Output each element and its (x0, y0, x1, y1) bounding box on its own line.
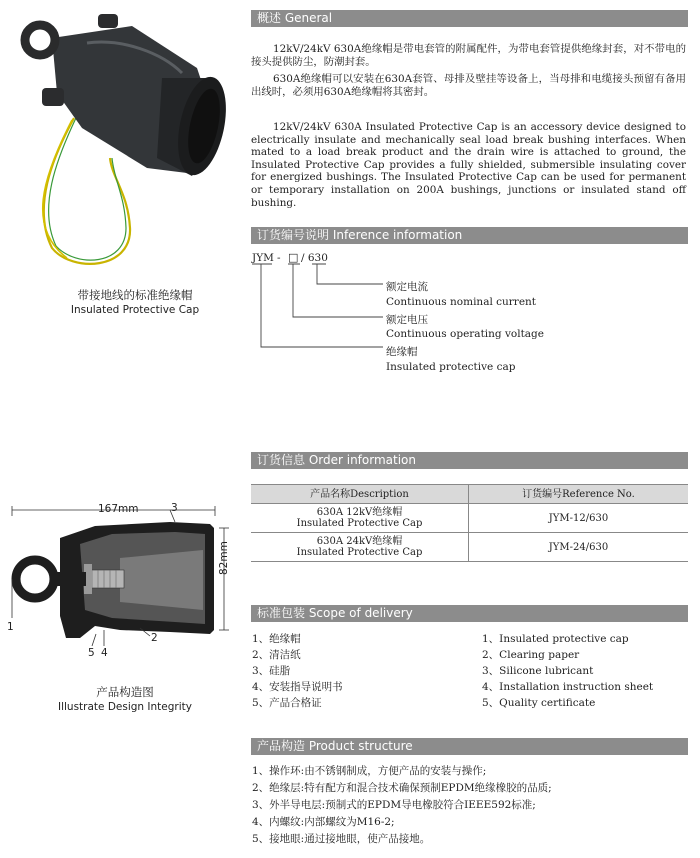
general-en-paragraph: 12kV/24kV 630A Insulated Protective Cap is an accessory device designed to electrically insulate and mechanically seal load break bushing interfaces. When mated to a load break product and the drain wire is attached to ground, the Insulated Protective Cap provides a fully shielded, submersible insulating cover for energized bushings. The Insulated Protective Cap can be used for permanent or temporary installation on 200A bushings, junctions or insulated stand off bushing. (251, 121, 686, 209)
code-bracket-lines (250, 262, 390, 352)
row-reference: JYM-12/630 (469, 504, 689, 533)
delivery-item-en: 1、Insulated protective cap (482, 633, 629, 645)
column-header-description: 产品名称Description (251, 485, 469, 504)
product-caption-cn: 带接地线的标准绝缘帽 (77, 288, 193, 302)
diagram-label-4: 4 (101, 647, 108, 659)
dimension-height-label: 82mm (218, 541, 230, 575)
table-row (251, 504, 688, 533)
inference-item-cn: 额定电压 (386, 314, 428, 326)
delivery-item-en: 4、Installation instruction sheet (482, 681, 654, 693)
delivery-item-cn: 2、清洁纸 (252, 649, 301, 661)
row-description (251, 533, 469, 562)
order-table-header-row (251, 485, 688, 504)
general-cn-paragraph-2: 630A绝缘帽可以安装在630A套管、母排及壁挂等设备上，当母排和电缆接头预留有备用出线时，必须用630A绝缘帽将其密封。 (251, 73, 686, 98)
inference-item-cn: 绝缘帽 (386, 346, 418, 358)
structure-item: 4、内螺纹:内部螺纹为M16-2; (252, 816, 395, 828)
general-cn-paragraph-1: 12kV/24kV 630A绝缘帽是带电套管的附属配件，为带电套管提供绝缘封套，对不带电的接头提供防尘，防潮封套。 (251, 43, 686, 68)
delivery-item-cn: 3、硅脂 (252, 665, 291, 677)
code-prefix: JYM (252, 252, 274, 264)
column-header-reference: 订货编号Reference No. (469, 485, 689, 504)
code-voltage-box: □ (288, 251, 299, 264)
order-table (251, 484, 688, 562)
table-row (251, 533, 688, 562)
section-header-inference: 订货编号说明 Inference information (251, 227, 688, 244)
product-photo (12, 8, 242, 276)
diagram-label-5: 5 (88, 647, 95, 659)
diagram-caption-en: Illustrate Design Integrity (58, 701, 192, 713)
delivery-item-en: 5、Quality certificate (482, 697, 596, 709)
inference-item-en: Continuous nominal current (386, 296, 537, 308)
structure-item: 3、外半导电层:预制式的EPDM导电橡胶符合IEEE592标准; (252, 799, 536, 811)
row-description-cn: 630A 12kV绝缘帽 (316, 507, 403, 518)
delivery-item-cn: 4、安装指导说明书 (252, 681, 343, 693)
diagram-caption-cn: 产品构造图 (96, 685, 154, 699)
delivery-item-cn: 1、绝缘帽 (252, 633, 301, 645)
code-suffix: / 630 (301, 252, 328, 264)
row-reference: JYM-24/630 (469, 533, 689, 562)
diagram-label-2: 2 (151, 632, 158, 644)
delivery-item-cn: 5、产品合格证 (252, 697, 322, 709)
section-header-delivery: 标准包装 Scope of delivery (251, 605, 688, 622)
row-description-en: Insulated Protective Cap (296, 547, 423, 558)
inference-item-en: Insulated protective cap (386, 361, 516, 373)
section-header-structure: 产品构造 Product structure (251, 738, 688, 755)
structure-item: 2、绝缘层:特有配方和混合技术确保预制EPDM绝缘橡胶的品质; (252, 782, 552, 794)
inference-item-en: Continuous operating voltage (386, 328, 544, 340)
design-diagram (0, 498, 245, 668)
product-caption-en: Insulated Protective Cap (70, 304, 200, 316)
inference-item-cn: 额定电流 (386, 281, 428, 293)
diagram-label-3: 3 (171, 502, 178, 514)
section-header-order: 订货信息 Order information (251, 452, 688, 469)
row-description-cn: 630A 24kV绝缘帽 (316, 536, 403, 547)
structure-item: 1、操作环:由不锈钢制成，方便产品的安装与操作; (252, 765, 487, 777)
row-description-en: Insulated Protective Cap (296, 518, 423, 529)
delivery-item-en: 3、Silicone lubricant (482, 665, 594, 677)
dimension-width-label: 167mm (98, 503, 139, 515)
structure-item: 5、接地眼:通过接地眼，使产品接地。 (252, 833, 431, 845)
delivery-item-en: 2、Clearing paper (482, 649, 580, 661)
code-separator: - (277, 252, 281, 264)
section-header-general: 概述 General (251, 10, 688, 27)
row-description (251, 504, 469, 533)
diagram-label-1: 1 (7, 621, 14, 633)
